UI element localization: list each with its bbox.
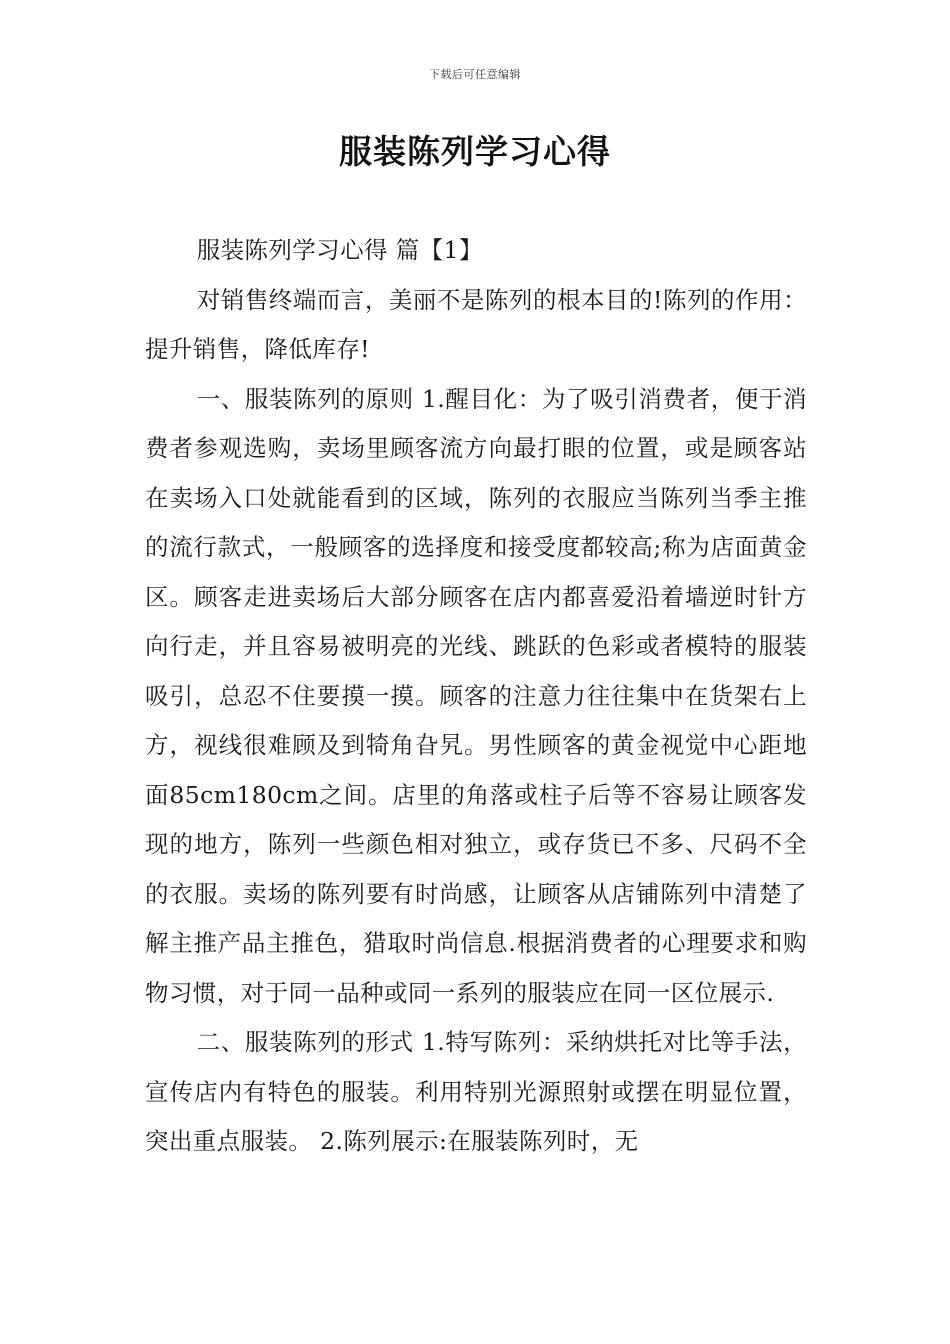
header-note: 下载后可任意编辑 xyxy=(429,68,521,81)
paragraph: 对销售终端而言，美丽不是陈列的根本目的!陈列的作用：提升销售，降低库存! xyxy=(145,285,807,363)
document-body xyxy=(145,226,807,1167)
document-title: 服装陈列学习心得 xyxy=(339,132,611,171)
paragraph: 二、服装陈列的形式 1.特写陈列：采纳烘托对比等手法，宣传店内有特色的服装。利用特别光源照射或摆在明显位置，突出重点服装。 2.陈列展示:在服装陈列时，无 xyxy=(145,1028,807,1155)
section-heading: 服装陈列学习心得 篇【1】 xyxy=(196,236,483,264)
paragraph: 一、服装陈列的原则 1.醒目化：为了吸引消费者，便于消费者参观选购，卖场里顾客流方向最打眼的位置，或是顾客站在卖场入口处就能看到的区域，陈列的衣服应当陈列当季主推的流行款式，一般顾客的选择度和接受度都较高;称为店面黄金区。顾客走进卖场后大部分顾客在店内都喜爱沿着墙逆时针方向行走，并且容易被明亮的光线、跳跃的色彩或者模特的服装吸引，总忍不住要摸一摸。顾客的注意力往往集中在货架右上方，视线很难顾及到犄角旮旯。男性顾客的黄金视觉中心距地面85cm180cm之间。店里的角落或柱子后等不容易让顾客发现的地方，陈列一些颜色相对独立，或存货已不多、尺码不全的衣服。卖场的陈列要有时尚感，让顾客从店铺陈列中清楚了解主推产品主推色，猎取时尚信息.根据消费者的心理要求和购物习惯，对于同一品种或同一系列的服装应在同一区位展示. xyxy=(145,384,807,1007)
